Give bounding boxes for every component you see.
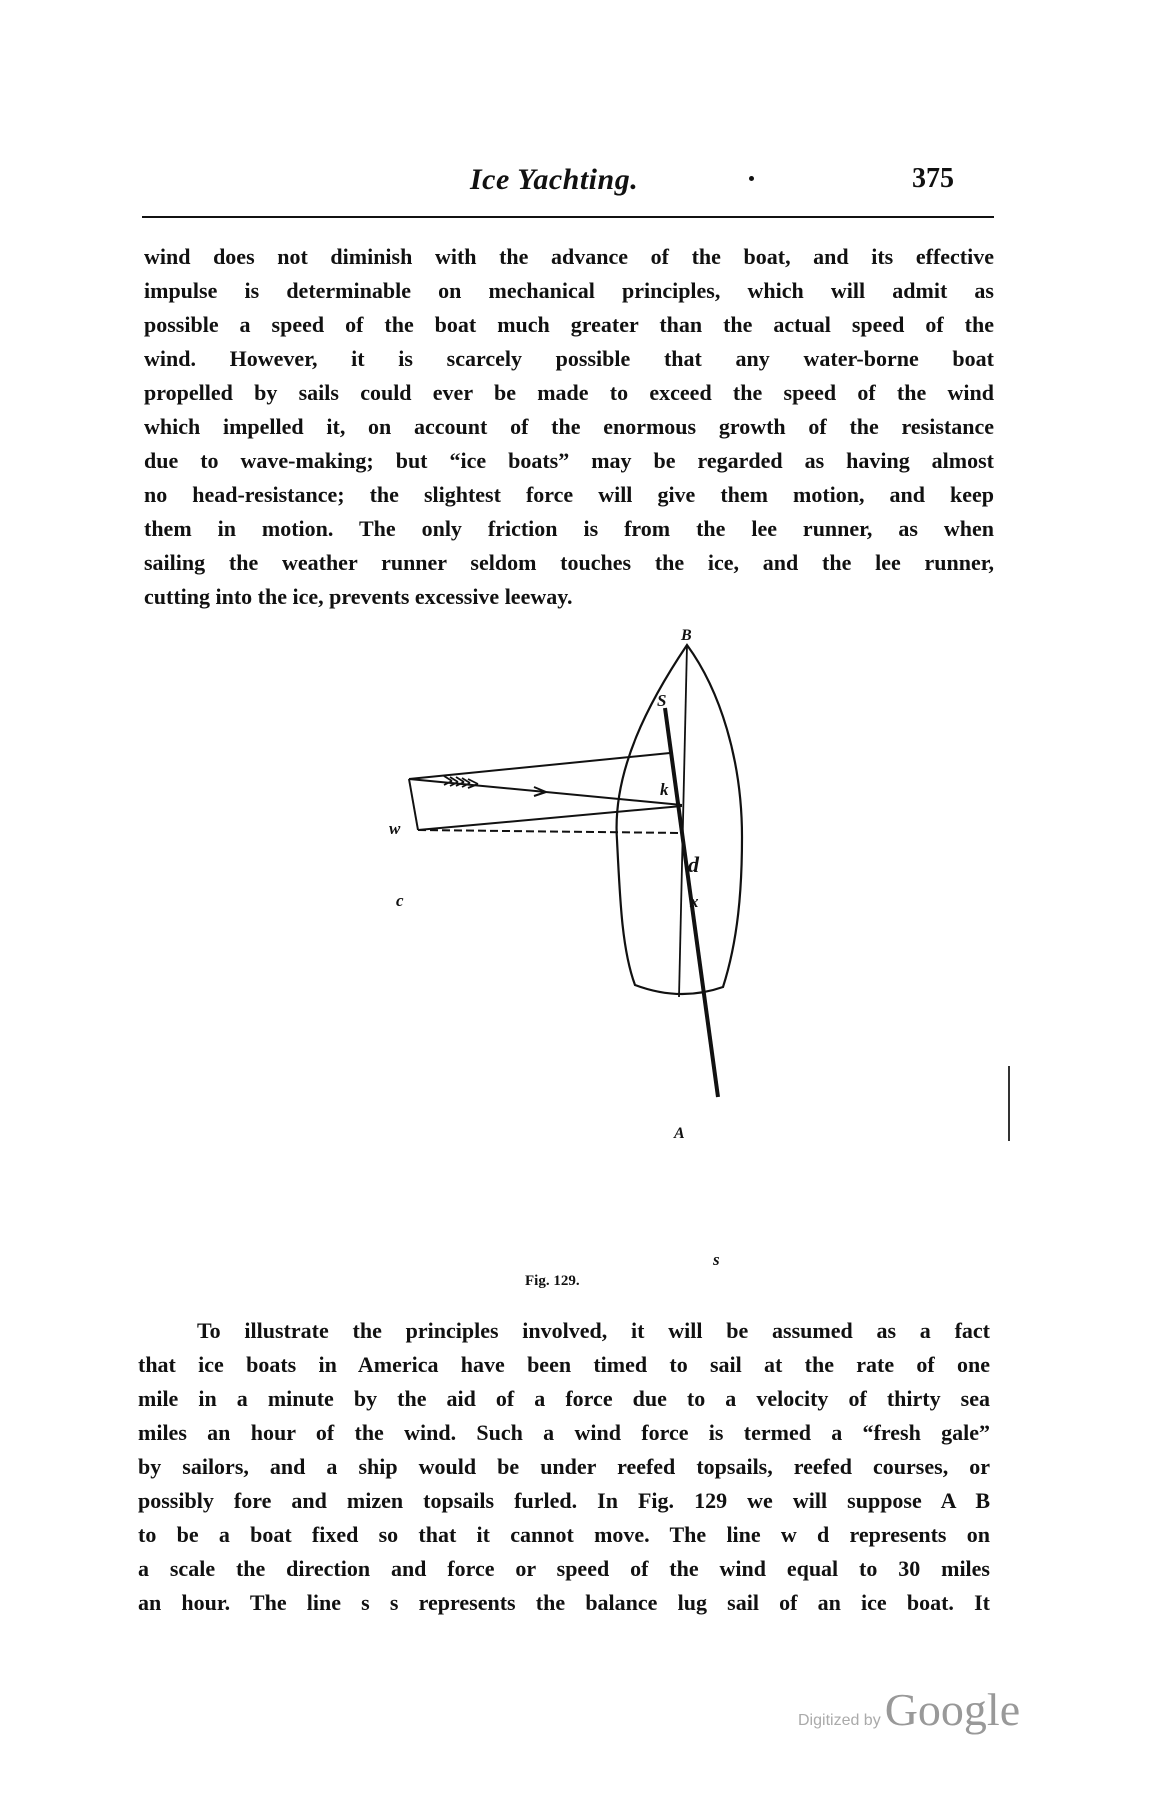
text-line: a scale the direction and force or speed of the wind equal to 30 miles [138,1556,990,1581]
text-line: an hour. The line s s represents the balance lug sail of an ice boat. It [138,1590,990,1615]
watermark-brand-logo: Google [884,1684,1021,1735]
text-line: propelled by sails could ever be made to exceed the speed of the wind [144,380,994,405]
text-line: to be a boat fixed so that it cannot move. The line w d represents on [138,1522,990,1547]
line-w-k [409,753,670,779]
text-line: impulse is determinable on mechanical principles, which will admit as [144,278,994,303]
text-line: that ice boats in America have been timed to sail at the rate of one [138,1352,990,1377]
text-line: wind. However, it is scarcely possible that any water-borne boat [144,346,994,371]
text-line: which impelled it, on account of the enormous growth of the resistance [144,414,994,439]
label-S: S [657,691,667,710]
text-line: wind does not diminish with the advance of the boat, and its effective [144,244,994,269]
line-c-d [418,806,682,830]
label-w: w [389,819,401,838]
running-title: Ice Yachting. [470,163,639,196]
text-line: mile in a minute by the aid of a force due to a velocity of thirty sea [138,1386,990,1411]
figure-caption: Fig. 129. [525,1273,580,1289]
label-s: s [713,1250,720,1269]
text-line: possible a speed of the boat much greater than the actual speed of the [144,312,994,337]
page-number: 375 [912,163,954,194]
text-line: miles an hour of the wind. Such a wind force is termed a “fresh gale” [138,1420,990,1445]
dashed-line-c-x [418,830,683,833]
text-line: due to wave-making; but “ice boats” may be regarded as having almost [144,448,994,473]
text-line: by sailors, and a ship would be under reefed topsails, reefed courses, or [138,1454,990,1479]
digitized-by-google-watermark [798,1683,1020,1736]
label-x: x [690,892,699,911]
watermark-prefix: Digitized by [798,1712,881,1729]
text-line: them in motion. The only friction is from the lee runner, as when [144,516,994,541]
text-line: sailing the weather runner seldom touches the ice, and the lee runner, [144,550,994,575]
text-line: no head-resistance; the slightest force will give them motion, and keep [144,482,994,507]
label-A: A [674,1125,685,1142]
label-k: k [660,780,669,799]
text-line: cutting into the ice, prevents excessive leeway. [144,584,573,609]
margin-mark [1008,1066,1010,1141]
wind-arrow-feathers-icon [444,776,478,788]
label-d: d [688,852,699,877]
line-w-c [409,779,418,830]
text-line: To illustrate the principles involved, it will be assumed as a fact [197,1318,990,1343]
paragraph-2 [138,1314,990,1620]
label-c: c [396,891,404,910]
text-line: possibly fore and mizen topsails furled. In Fig. 129 we will suppose A B [138,1488,990,1513]
label-B: B [681,627,692,644]
